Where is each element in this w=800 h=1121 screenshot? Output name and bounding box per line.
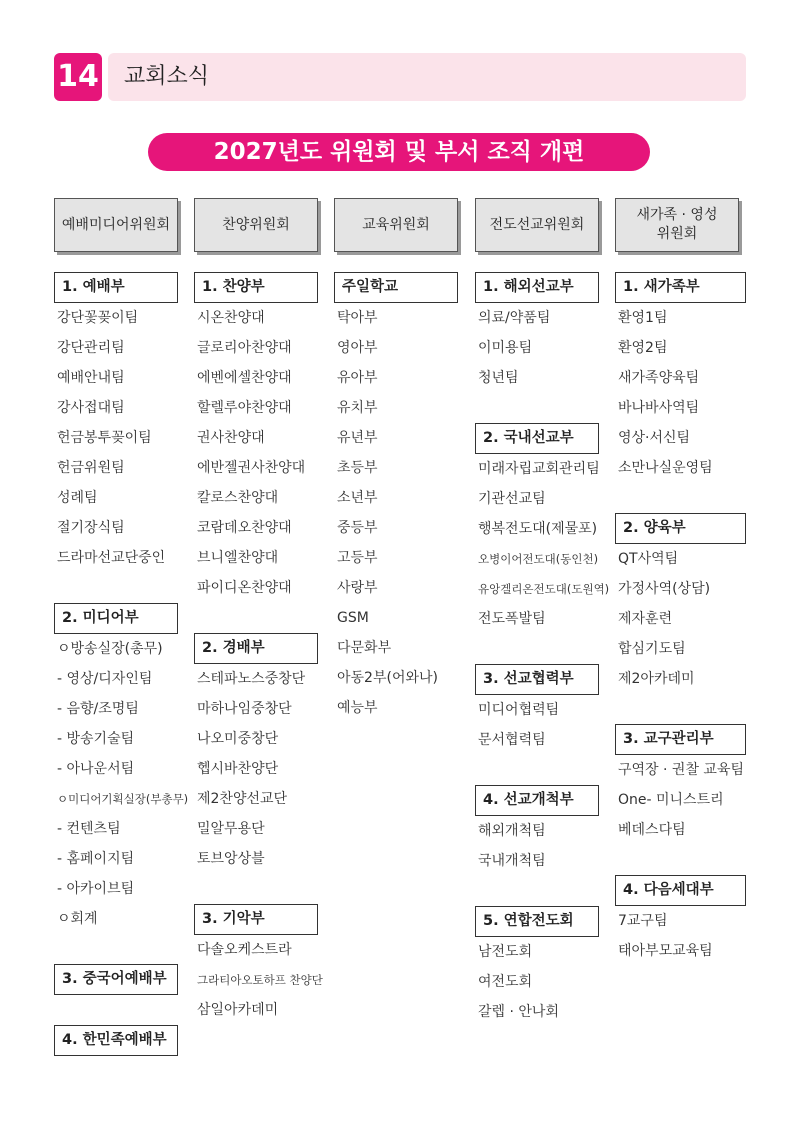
team-item: 에반젤권사찬양대 [197,460,306,476]
team-item: 그라티아오토하프 찬양단 [197,973,323,987]
team-item: 소년부 [337,490,378,506]
team-item: 영상·서신팀 [618,430,691,446]
spacer [475,634,635,664]
team-item: 강사접대팀 [57,400,125,416]
committee-column-praise [194,198,323,1018]
department-box: 주일학교 [334,272,458,303]
team-item: 헵시바찬양단 [197,761,279,777]
team-item: ㅇ방송실장(총무) [57,641,163,657]
team-item: 삼일아카데미 [197,1002,279,1018]
committee-column-newcomer-spirituality [615,198,744,959]
department-box: 1. 예배부 [54,272,178,303]
team-item: 새가족양육팀 [618,370,700,386]
spacer [475,876,635,906]
team-item: 베데스다팀 [618,822,686,838]
team-item: 할렐루야찬양대 [197,400,292,416]
spacer [194,603,354,633]
team-item: 헌금봉투꽂이팀 [57,430,152,446]
team-item: 미래자립교회관리팀 [478,461,600,477]
team-item: 여전도회 [478,974,533,990]
department-box: 4. 선교개척부 [475,785,599,816]
team-item: 브니엘찬양대 [197,550,279,566]
department-box: 3. 중국어예배부 [54,964,178,995]
team-item: 고등부 [337,550,378,566]
committee-header: 전도선교위원회 [475,198,599,252]
team-item: 행복전도대(제물포) [478,521,598,537]
team-item: - 컨텐츠팀 [57,821,121,837]
department-box: 3. 선교협력부 [475,664,599,695]
team-item: 예능부 [337,700,378,716]
team-item: 중등부 [337,520,378,536]
team-item: 코람데오찬양대 [197,520,292,536]
team-item: 구역장 · 권찰 교육팀 [618,762,744,778]
team-item: 다문화부 [337,640,392,656]
team-item: 사랑부 [337,580,378,596]
team-item: - 아나운서팀 [57,761,135,777]
team-item: 해외개척팀 [478,823,546,839]
team-item: 가정사역(상담) [618,581,711,597]
department-box: 4. 다음세대부 [615,875,746,906]
team-item: 절기장식팀 [57,520,125,536]
team-item: 제자훈련 [618,611,673,627]
team-item: 7교구팀 [618,913,668,929]
team-item: 칼로스찬양대 [197,490,279,506]
team-item: ㅇ회계 [57,911,98,927]
committee-column-evangelism-mission [475,198,610,1020]
team-item: - 아카이브팀 [57,881,135,897]
spacer [615,483,775,513]
team-item: 갈렙 · 안나회 [478,1004,559,1020]
committee-header: 새가족 · 영성위원회 [615,198,739,252]
team-item: 에벤에셀찬양대 [197,370,292,386]
spacer [194,874,354,904]
page-number: 14 [54,53,102,101]
team-item: 오병이어전도대(동인천) [478,552,599,566]
page-title: 2027년도 위원회 및 부서 조직 개편 [148,133,650,171]
committee-header: 예배미디어위원회 [54,198,178,252]
team-item: 유년부 [337,430,378,446]
department-box: 1. 새가족부 [615,272,746,303]
committee-header: 교육위원회 [334,198,458,252]
team-item: 마하나임중창단 [197,701,292,717]
department-box: 2. 양육부 [615,513,746,544]
committee-header: 찬양위원회 [194,198,318,252]
team-item: 아동2부(어와나) [337,670,438,686]
team-item: 남전도회 [478,944,533,960]
team-item: 국내개척팀 [478,853,546,869]
department-box: 2. 경배부 [194,633,318,664]
team-item: 드라마선교단중인 [57,550,166,566]
team-item: 전도폭발팀 [478,611,546,627]
team-item: 유앙겔리온전도대(도원역) [478,582,610,596]
team-item: QT사역팀 [618,551,679,567]
team-item: 미디어협력팀 [478,702,560,718]
committee-column-worship-media [54,198,189,1048]
team-item: ㅇ미디어기획실장(부총무) [57,792,189,806]
team-item: 청년팀 [478,370,519,386]
spacer [54,573,214,603]
department-box: 1. 해외선교부 [475,272,599,303]
team-item: 소만나실운영팀 [618,460,713,476]
team-item: 환영1팀 [618,310,668,326]
team-item: 바나바사역팀 [618,400,700,416]
team-item: 예배안내팀 [57,370,125,386]
team-item: 글로리아찬양대 [197,340,292,356]
committee-column-education [334,198,458,716]
team-item: 초등부 [337,460,378,476]
team-item: 권사찬양대 [197,430,265,446]
team-item: 다솔오케스트라 [197,942,292,958]
team-item: One- 미니스트리 [618,792,724,808]
department-box: 4. 한민족예배부 [54,1025,178,1056]
department-box: 3. 교구관리부 [615,724,746,755]
team-item: 제2찬양선교단 [197,791,288,807]
team-item: 밀알무용단 [197,821,265,837]
team-item: 의료/약품팀 [478,310,551,326]
team-item: 이미용팀 [478,340,533,356]
department-box: 5. 연합전도회 [475,906,599,937]
team-item: 문서협력팀 [478,732,546,748]
team-item: GSM [337,610,369,626]
team-item: 탁아부 [337,310,378,326]
team-item: 기관선교팀 [478,491,546,507]
team-item: - 영상/디자인팀 [57,671,153,687]
department-box: 1. 찬양부 [194,272,318,303]
team-item: 파이디온찬양대 [197,580,292,596]
team-item: 합심기도팀 [618,641,686,657]
spacer [54,934,214,964]
team-item: 헌금위원팀 [57,460,125,476]
team-item: 강단관리팀 [57,340,125,356]
department-box: 2. 국내선교부 [475,423,599,454]
spacer [475,393,635,423]
team-item: - 홈페이지팀 [57,851,135,867]
team-item: 나오미중창단 [197,731,279,747]
team-item: 환영2팀 [618,340,668,356]
spacer [615,845,775,875]
team-item: 태아부모교육팀 [618,943,713,959]
team-item: 스테파노스중창단 [197,671,306,687]
department-box: 3. 기악부 [194,904,318,935]
spacer [615,694,775,724]
team-item: 성례팀 [57,490,98,506]
section-title: 교회소식 [124,64,210,89]
department-box: 2. 미디어부 [54,603,178,634]
team-item: 유아부 [337,370,378,386]
team-item: 제2아카데미 [618,671,695,687]
team-item: 토브앙상블 [197,851,265,867]
spacer [475,755,635,785]
team-item: - 방송기술팀 [57,731,135,747]
spacer [54,995,214,1025]
team-item: 유치부 [337,400,378,416]
team-item: - 음향/조명팀 [57,701,139,717]
team-item: 강단꽃꽂이팀 [57,310,139,326]
team-item: 영아부 [337,340,378,356]
team-item: 시온찬양대 [197,310,265,326]
